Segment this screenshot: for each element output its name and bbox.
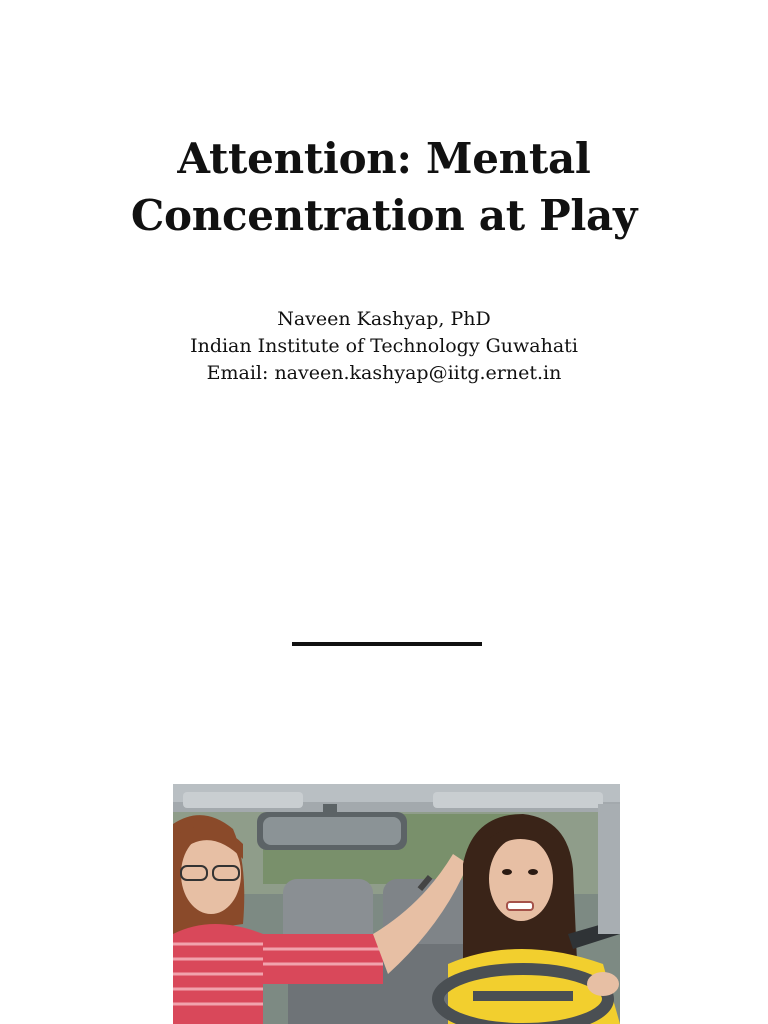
title-line-2: Concentration at Play (130, 191, 638, 240)
slide-title (0, 130, 768, 244)
author-affiliation: Indian Institute of Technology Guwahati (190, 335, 578, 357)
author-name: Naveen Kashyap, PhD (277, 308, 491, 330)
author-email: Email: naveen.kashyap@iitg.ernet.in (206, 362, 562, 384)
section-divider (292, 642, 482, 646)
title-line-1: Attention: Mental (177, 134, 591, 183)
driving-lesson-photo (173, 784, 620, 1024)
author-info (0, 306, 768, 387)
